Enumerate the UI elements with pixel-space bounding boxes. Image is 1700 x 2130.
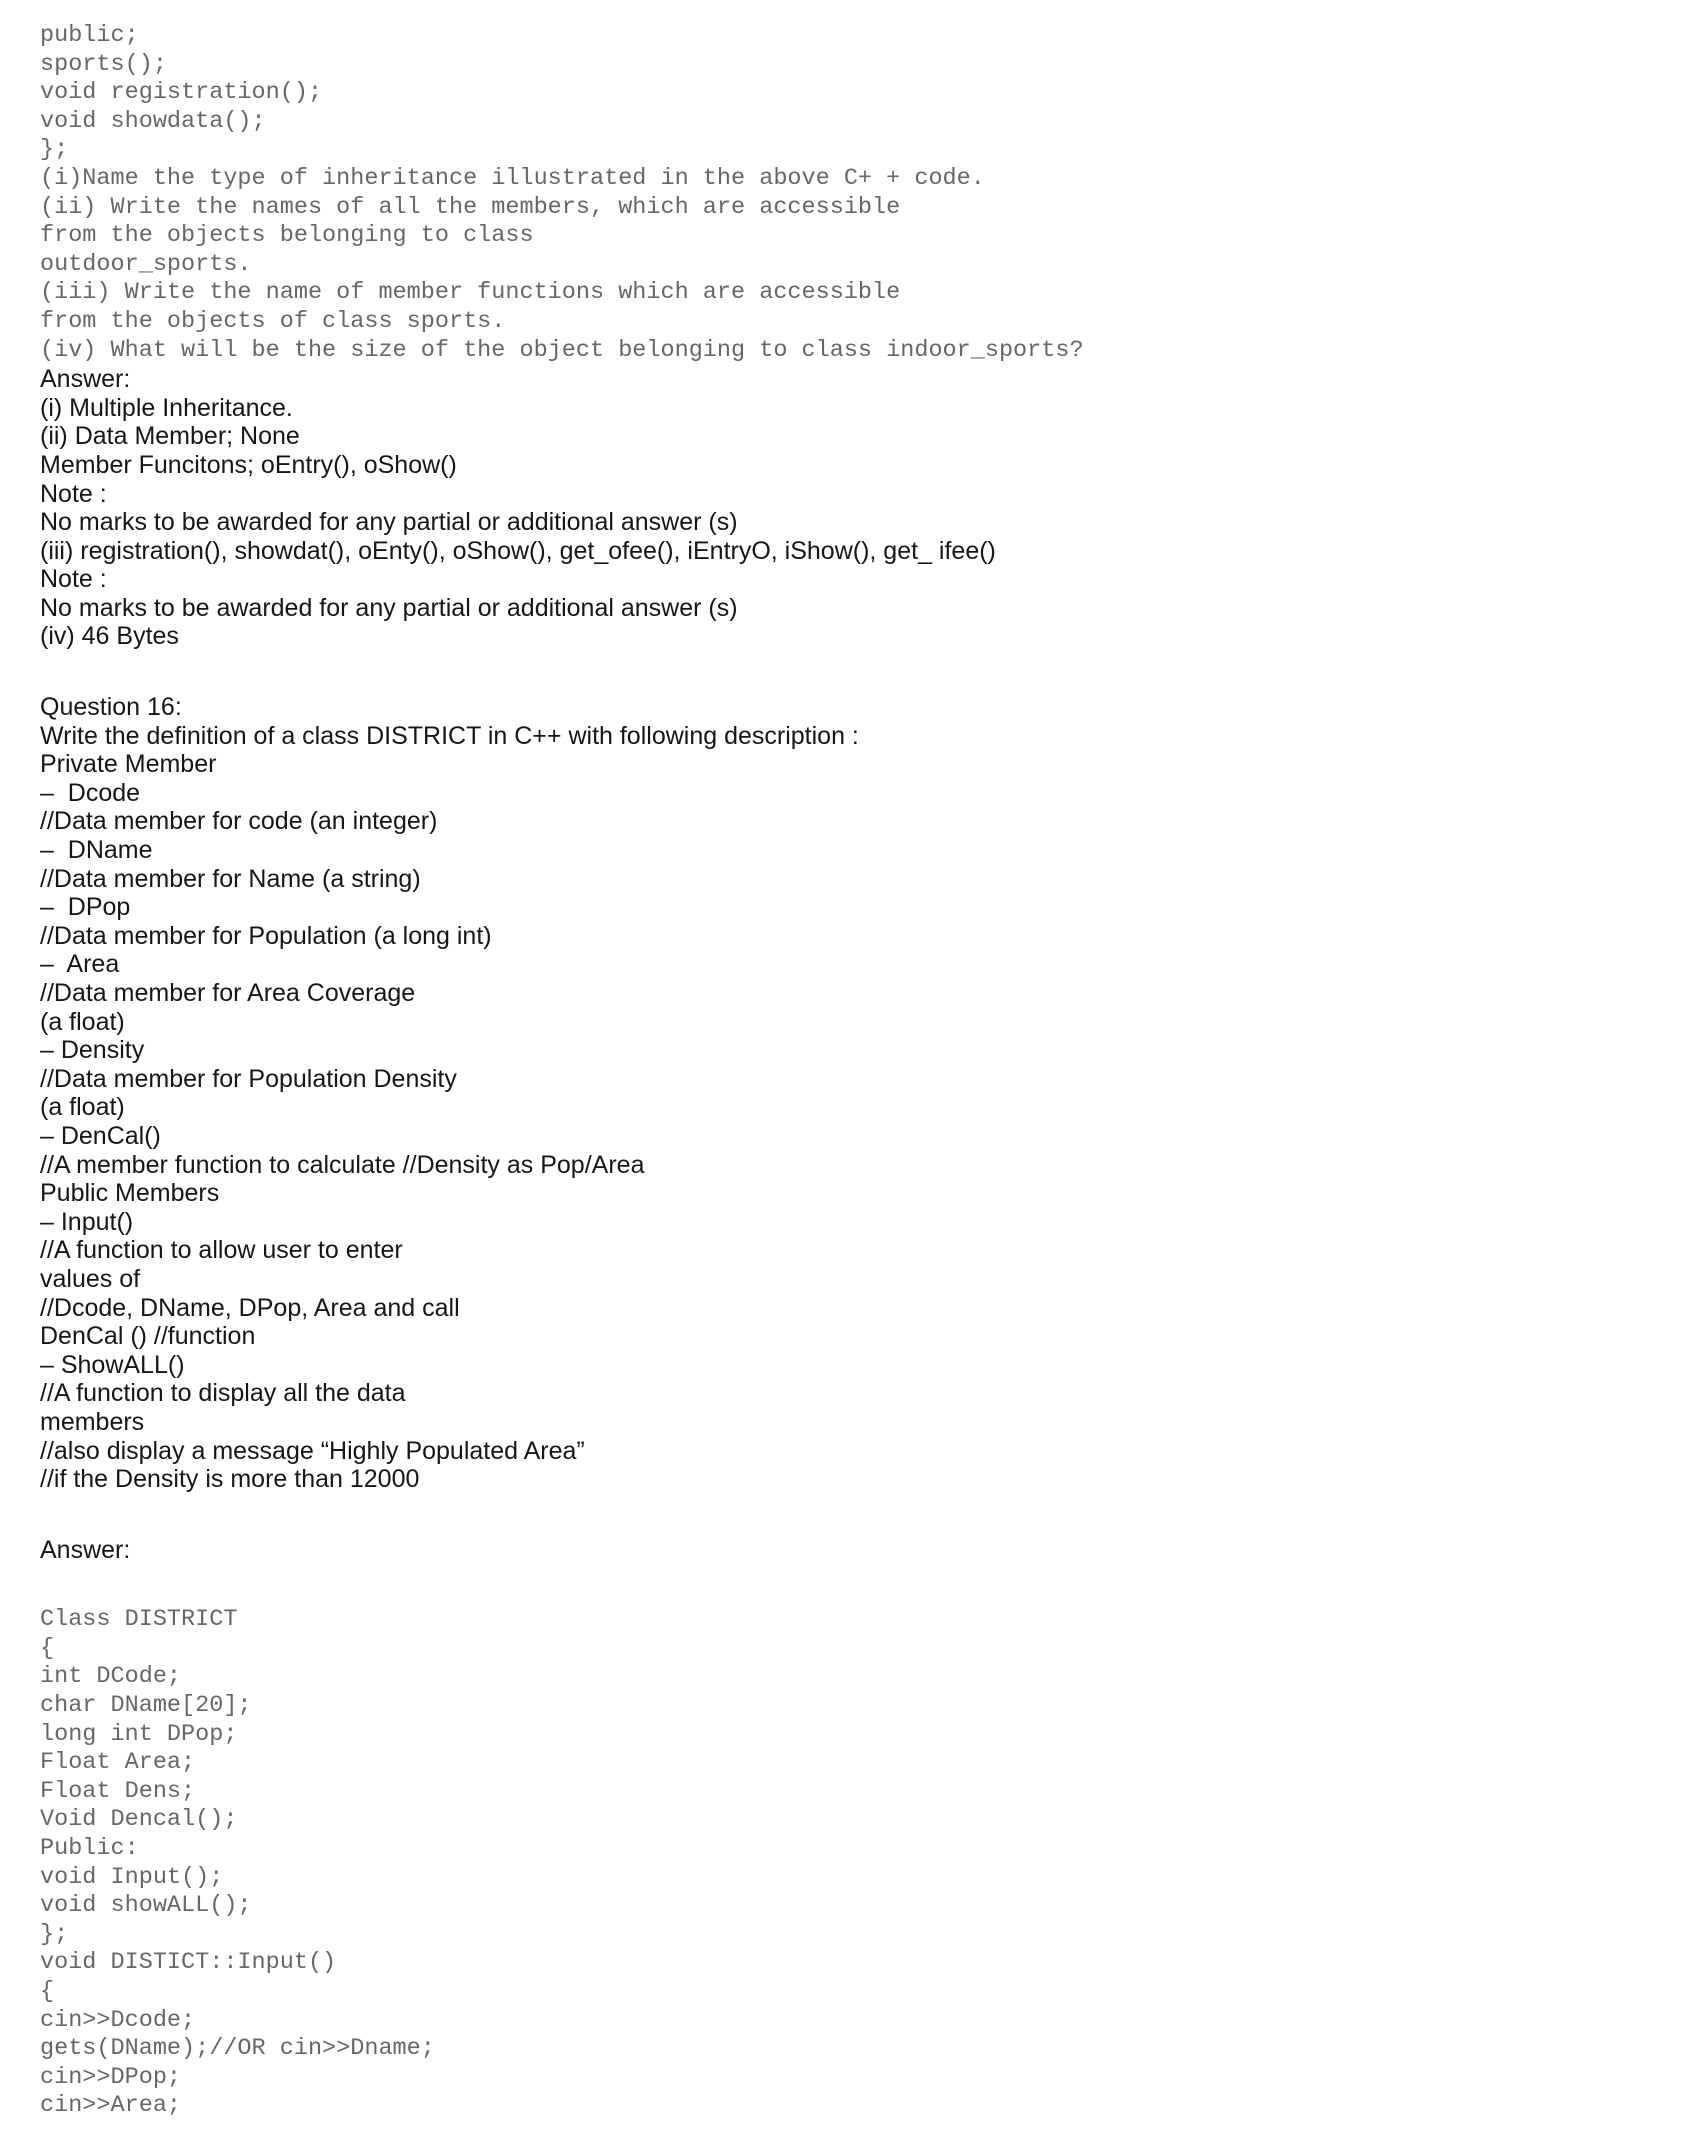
spacer bbox=[40, 1494, 1660, 1536]
code-top-line: void showdata(); bbox=[40, 107, 266, 135]
code-bottom-line: Float Area; bbox=[40, 1749, 196, 1777]
code-bottom-line: cin>>DPop; bbox=[40, 2063, 182, 2091]
question16-line: //if the Density is more than 12000 bbox=[40, 1465, 420, 1494]
code-bottom-line: int DCode; bbox=[40, 1663, 182, 1691]
code-bottom-line: }; bbox=[40, 1920, 69, 1948]
answer1-line: (ii) Data Member; None bbox=[40, 422, 300, 451]
answer1-line: Note : bbox=[40, 565, 107, 594]
code-top-line: sports(); bbox=[40, 50, 167, 78]
code-bottom-line: char DName[20]; bbox=[40, 1692, 252, 1720]
question16-line: Public Members bbox=[40, 1179, 220, 1208]
code-bottom-line: cin>>Area; bbox=[40, 2092, 182, 2120]
answer1-line: No marks to be awarded for any partial or additional answer (s) bbox=[40, 508, 738, 537]
code-bottom-line: Public: bbox=[40, 1835, 139, 1863]
code-top-line: (iii) Write the name of member functions which are accessible bbox=[40, 279, 901, 307]
code-bottom-line: cin>>Dcode; bbox=[40, 2006, 196, 2034]
spacer bbox=[40, 651, 1660, 693]
code-bottom-line: Class DISTRICT bbox=[40, 1606, 238, 1634]
answer1-line: No marks to be awarded for any partial or additional answer (s) bbox=[40, 593, 738, 622]
question16-line: //A function to allow user to enter bbox=[40, 1236, 403, 1265]
code-top-line: void registration(); bbox=[40, 79, 323, 107]
question16-line: – Input() bbox=[40, 1207, 134, 1236]
answer1-line: Answer: bbox=[40, 365, 131, 394]
question16-line: (a float) bbox=[40, 1093, 125, 1122]
code-bottom-line: void Input(); bbox=[40, 1863, 224, 1891]
question16-line: //Dcode, DName, DPop, Area and call bbox=[40, 1293, 460, 1322]
document-page bbox=[40, 22, 1660, 2121]
question16-line: //Data member for Population (a long int) bbox=[40, 921, 492, 950]
answer1-line: Member Funcitons; oEntry(), oShow() bbox=[40, 450, 457, 479]
question16-line: Private Member bbox=[40, 750, 217, 779]
question16-line: Question 16: bbox=[40, 693, 182, 722]
question16-line: Write the definition of a class DISTRICT in C++ with following description : bbox=[40, 721, 859, 750]
code-bottom-line: void DISTICT::Input() bbox=[40, 1949, 337, 1977]
code-bottom-line: void showALL(); bbox=[40, 1892, 252, 1920]
code-block-top bbox=[40, 22, 1660, 365]
code-top-line: from the objects belonging to class bbox=[40, 222, 534, 250]
code-bottom-line: Void Dencal(); bbox=[40, 1806, 238, 1834]
question16-line: (a float) bbox=[40, 1007, 125, 1036]
question16-line: //Data member for code (an integer) bbox=[40, 807, 438, 836]
question16-line: //Data member for Area Coverage bbox=[40, 979, 416, 1007]
code-top-line: outdoor_sports. bbox=[40, 250, 252, 278]
question16-line: – ShowALL() bbox=[40, 1350, 185, 1379]
answer-block-1 bbox=[40, 365, 1660, 651]
question16-line: – DPop bbox=[40, 893, 131, 922]
code-bottom-line: long int DPop; bbox=[40, 1720, 238, 1748]
question16-line: – Dcode bbox=[40, 778, 141, 807]
spacer bbox=[40, 1564, 1660, 1606]
answer1-line: (iii) registration(), showdat(), oEnty(), oShow(), get_ofee(), iEntryO, iShow(), get_ ifee() bbox=[40, 536, 996, 565]
question16-line: members bbox=[40, 1407, 145, 1436]
question16-line: – Area bbox=[40, 950, 120, 979]
question16-line: DenCal () //function bbox=[40, 1322, 256, 1351]
code-top-line: (iv) What will be the size of the object belonging to class indoor_sports? bbox=[40, 336, 1084, 364]
code-bottom-line: { bbox=[40, 1978, 55, 2005]
question16-line: //A member function to calculate //Density as Pop/Area bbox=[40, 1150, 645, 1179]
code-bottom-line: { bbox=[40, 1634, 55, 1662]
question16-line: //Data member for Population Density bbox=[40, 1064, 457, 1093]
answer1-line: (iv) 46 Bytes bbox=[40, 622, 179, 651]
question16-line: – DName bbox=[40, 836, 153, 865]
question16-line: – DenCal() bbox=[40, 1121, 161, 1150]
code-top-line: }; bbox=[40, 136, 69, 164]
question16-line: values of bbox=[40, 1264, 141, 1293]
question16-line: – Density bbox=[40, 1036, 145, 1065]
answer1-line: Note : bbox=[40, 479, 107, 508]
code-top-line: from the objects of class sports. bbox=[40, 307, 506, 335]
question16-line: //A function to display all the data bbox=[40, 1379, 406, 1408]
question-16-block bbox=[40, 693, 1660, 1494]
answer1-line: (i) Multiple Inheritance. bbox=[40, 393, 293, 422]
code-top-line: (ii) Write the names of all the members, which are accessible bbox=[40, 193, 901, 221]
code-block-bottom bbox=[40, 1606, 1660, 2121]
code-bottom-line: gets(DName);//OR cin>>Dname; bbox=[40, 2035, 435, 2063]
question16-line: //Data member for Name (a string) bbox=[40, 864, 421, 893]
code-top-line: public; bbox=[40, 22, 139, 49]
question16-line: //also display a message “Highly Populated Area” bbox=[40, 1436, 585, 1465]
code-bottom-line: Float Dens; bbox=[40, 1777, 196, 1805]
code-top-line: (i)Name the type of inheritance illustrated in the above C+ + code. bbox=[40, 164, 985, 192]
answer-label-2: Answer: bbox=[40, 1535, 131, 1564]
